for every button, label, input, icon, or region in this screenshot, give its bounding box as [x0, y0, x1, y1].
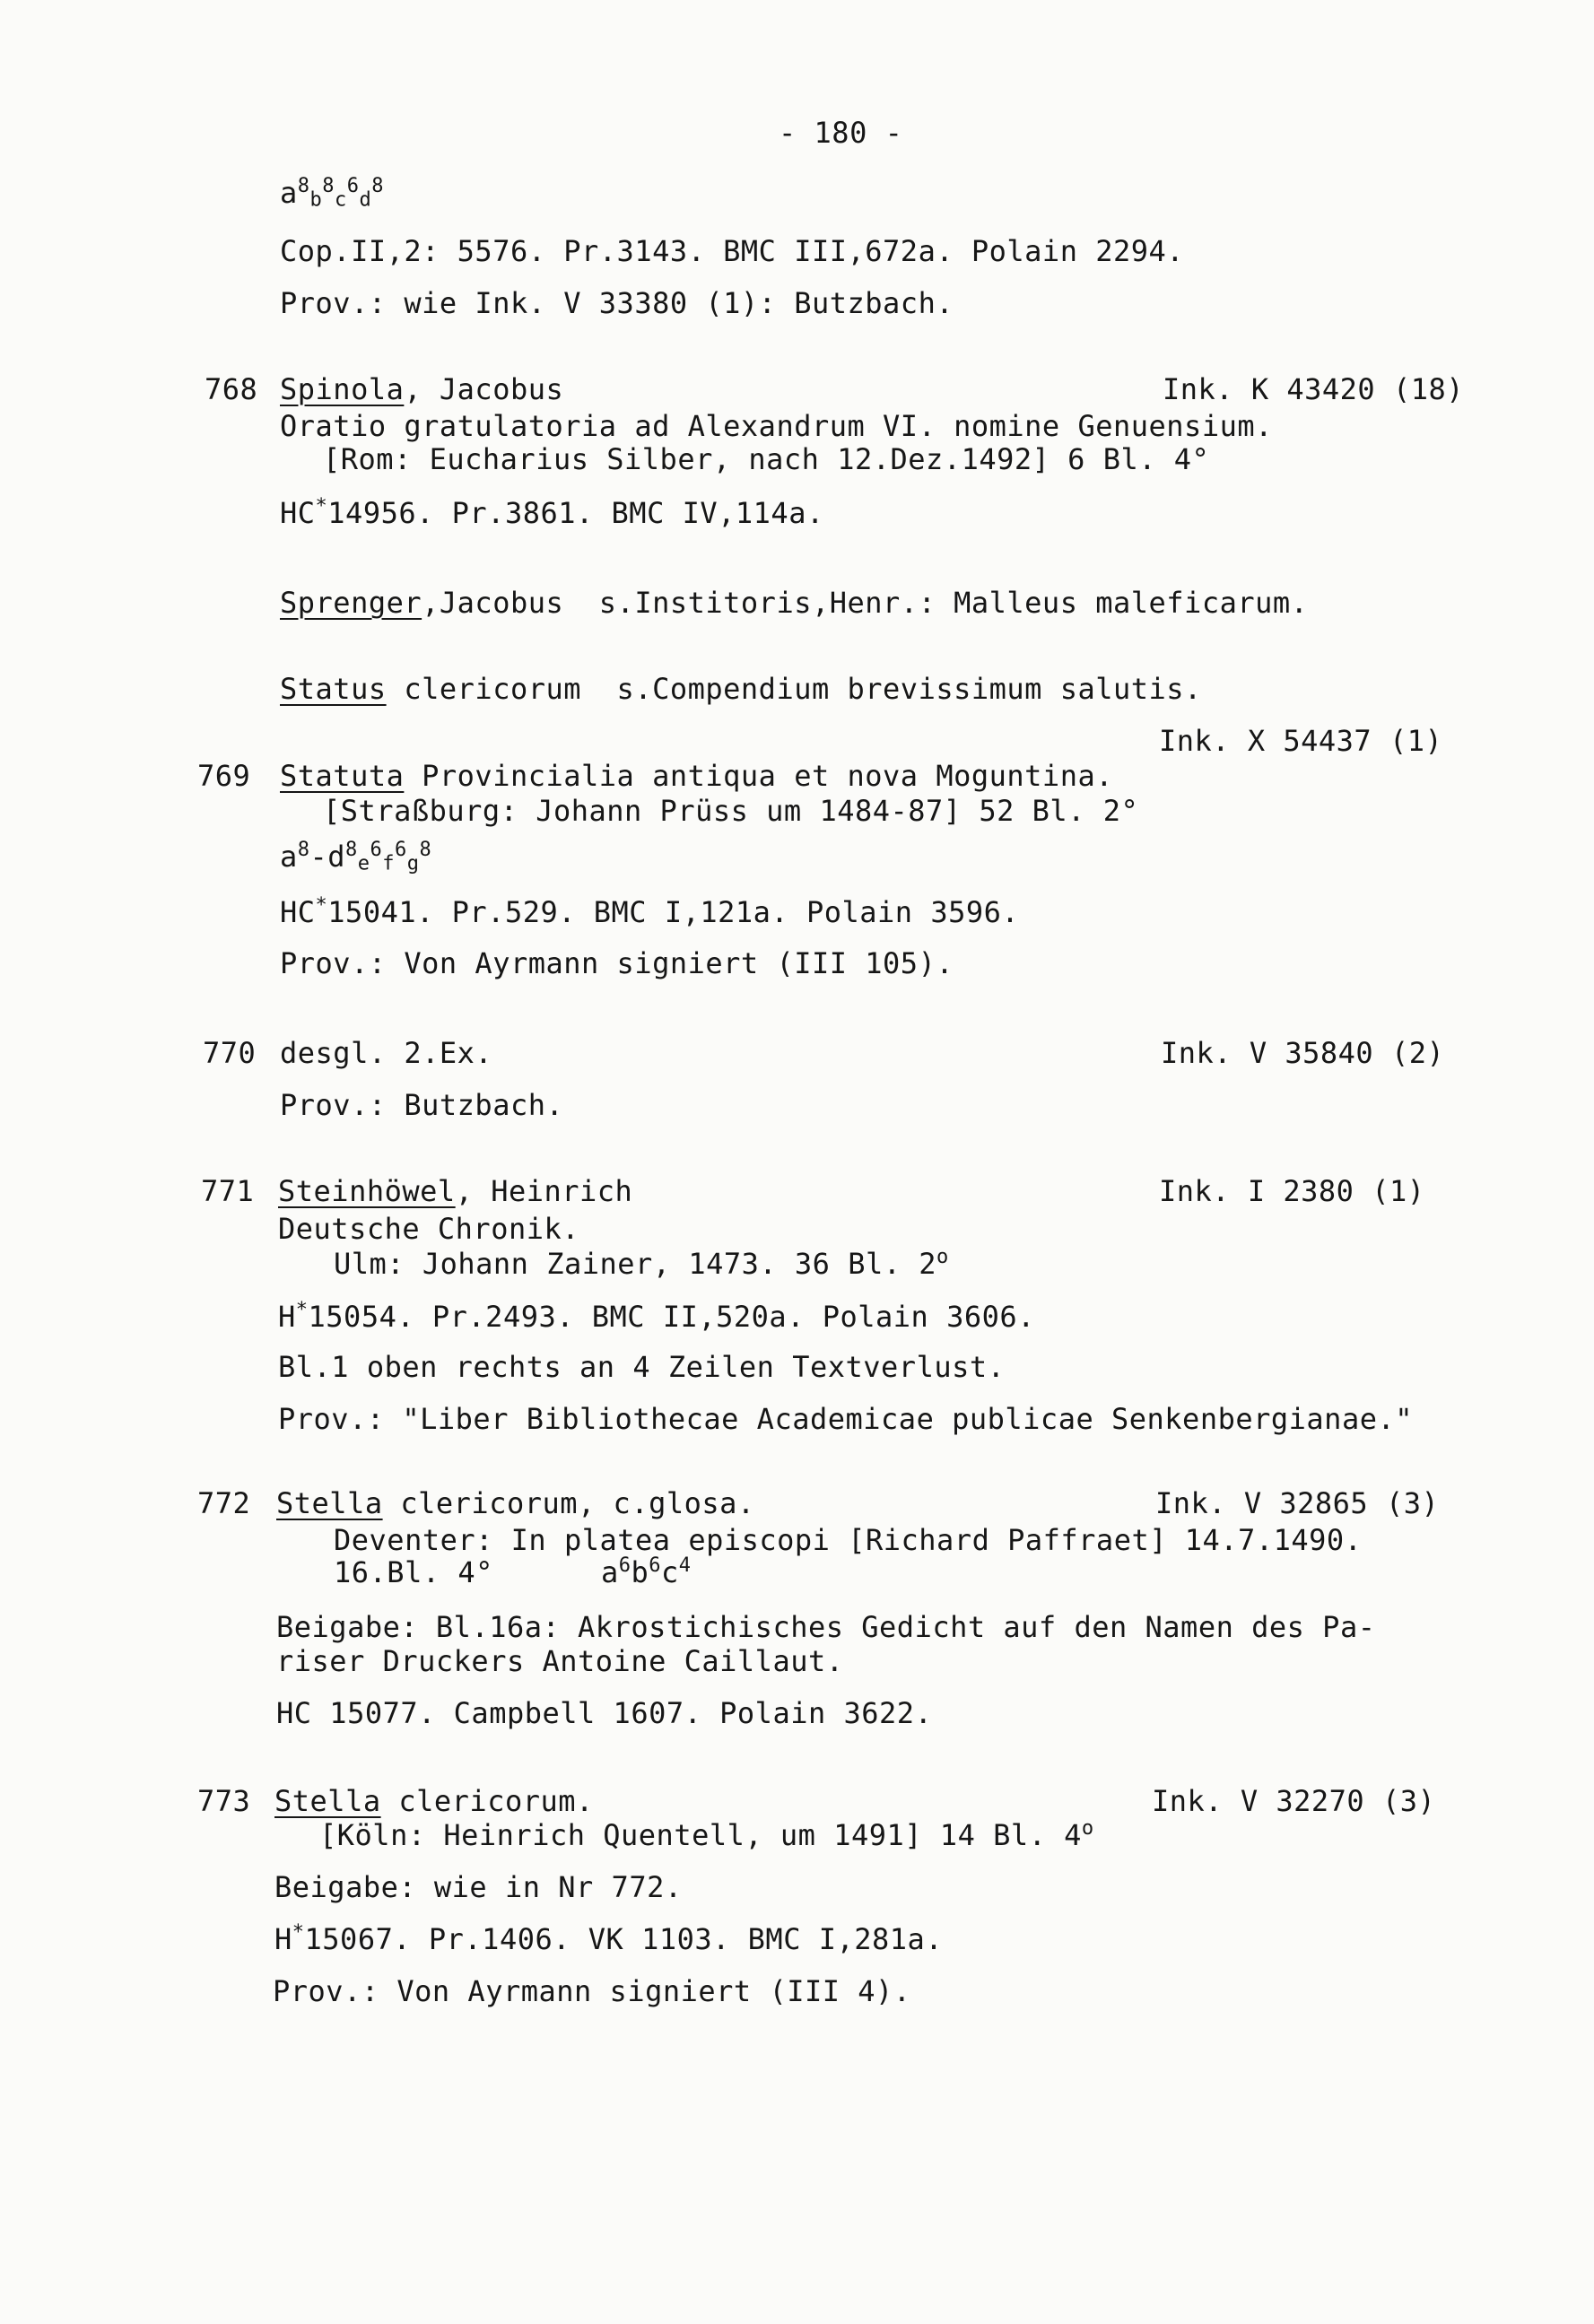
bibliographic-refs: HC 15077. Campbell 1607. Polain 3622.	[276, 1696, 933, 1730]
entry-title: desgl. 2.Ex.	[280, 1036, 493, 1070]
author-name: Stella	[276, 1486, 383, 1520]
author-name: Spinola	[280, 372, 405, 406]
shelfmark: Ink. V 32270 (3)	[1152, 1784, 1436, 1818]
collation-formula: $a^6b^6c^4$	[601, 1554, 692, 1589]
author-name: Stella	[274, 1784, 381, 1818]
shelfmark: Ink. I 2380 (1)	[1159, 1174, 1425, 1208]
imprint: [Straßburg: Johann Prüss um 1484-87] 52 Bl. 2°	[323, 794, 1139, 828]
page-number: - 180 -	[779, 116, 903, 150]
provenance-note: Prov.: wie Ink. V 33380 (1): Butzbach.	[280, 286, 954, 320]
copy-note: Bl.1 oben rechts an 4 Zeilen Textverlust.	[278, 1350, 1006, 1384]
entry-heading: Spinola, Jacobus	[280, 372, 564, 406]
supplement-note: Beigabe: Bl.16a: Akrostichisches Gedicht auf den Namen des Pa-	[276, 1610, 1376, 1644]
shelfmark: Ink. V 35840 (2)	[1161, 1036, 1445, 1070]
author-name: Statuta	[280, 759, 405, 793]
author-name: Steinhöwel	[278, 1174, 456, 1208]
collation-formula: $a^8-d^8_e^6_f^6_g^8$	[280, 838, 432, 875]
imprint-format: 16.Bl. 4°	[334, 1555, 493, 1589]
provenance-note: Prov.: "Liber Bibliothecae Academicae publicae Senkenbergianae."	[278, 1402, 1413, 1436]
imprint: Deventer: In platea episcopi [Richard Paffraet] 14.7.1490.	[334, 1523, 1363, 1557]
entry-title: Oratio gratulatoria ad Alexandrum VI. nomine Genuensium.	[280, 409, 1273, 443]
provenance-note: Prov.: Von Ayrmann signiert (III 4).	[273, 1974, 911, 2008]
entry-heading: Statuta Provincialia antiqua et nova Moguntina.	[280, 759, 1113, 793]
entry-number: 769	[197, 759, 251, 793]
bibliographic-refs: H*15067. Pr.1406. VK 1103. BMC I,281a.	[274, 1920, 944, 1956]
entry-heading: Stella clericorum.	[274, 1784, 594, 1818]
bibliographic-refs: H*15054. Pr.2493. BMC II,520a. Polain 3606.	[278, 1298, 1035, 1334]
entry-heading: Stella clericorum, c.glosa.	[276, 1486, 755, 1520]
supplement-note: Beigabe: wie in Nr 772.	[274, 1870, 683, 1904]
entry-number: 768	[205, 372, 258, 406]
shelfmark: Ink. K 43420 (18)	[1163, 372, 1465, 406]
provenance-note: Prov.: Butzbach.	[280, 1088, 564, 1122]
entry-number: 770	[203, 1036, 257, 1070]
provenance-note: Prov.: Von Ayrmann signiert (III 105).	[280, 946, 954, 980]
imprint: Ulm: Johann Zainer, 1473. 36 Bl. 2$^o$	[334, 1245, 949, 1281]
entry-heading: Steinhöwel, Heinrich	[278, 1174, 633, 1208]
shelfmark: Ink. V 32865 (3)	[1155, 1486, 1440, 1520]
bibliographic-refs: Cop.II,2: 5576. Pr.3143. BMC III,672a. Polain 2294.	[280, 234, 1185, 268]
entry-number: 772	[197, 1486, 251, 1520]
imprint: [Köln: Heinrich Quentell, um 1491] 14 Bl. 4$^o$	[319, 1816, 1094, 1852]
supplement-note: riser Druckers Antoine Caillaut.	[276, 1644, 844, 1678]
cross-reference: Status clericorum s.Compendium brevissimum salutis.	[280, 672, 1202, 706]
collation-formula: $a^8_b^8_c^6_d^8$	[280, 174, 385, 212]
bibliographic-refs: HC*14956. Pr.3861. BMC IV,114a.	[280, 494, 824, 530]
entry-number: 773	[197, 1784, 251, 1818]
shelfmark: Ink. X 54437 (1)	[1159, 724, 1443, 758]
entry-number: 771	[201, 1174, 255, 1208]
cross-reference: Sprenger,Jacobus s.Institoris,Henr.: Malleus maleficarum.	[280, 586, 1309, 620]
imprint: [Rom: Eucharius Silber, nach 12.Dez.1492] 6 Bl. 4°	[323, 442, 1210, 476]
entry-title: Deutsche Chronik.	[278, 1212, 580, 1246]
bibliographic-refs: HC*15041. Pr.529. BMC I,121a. Polain 3596.	[280, 893, 1020, 929]
